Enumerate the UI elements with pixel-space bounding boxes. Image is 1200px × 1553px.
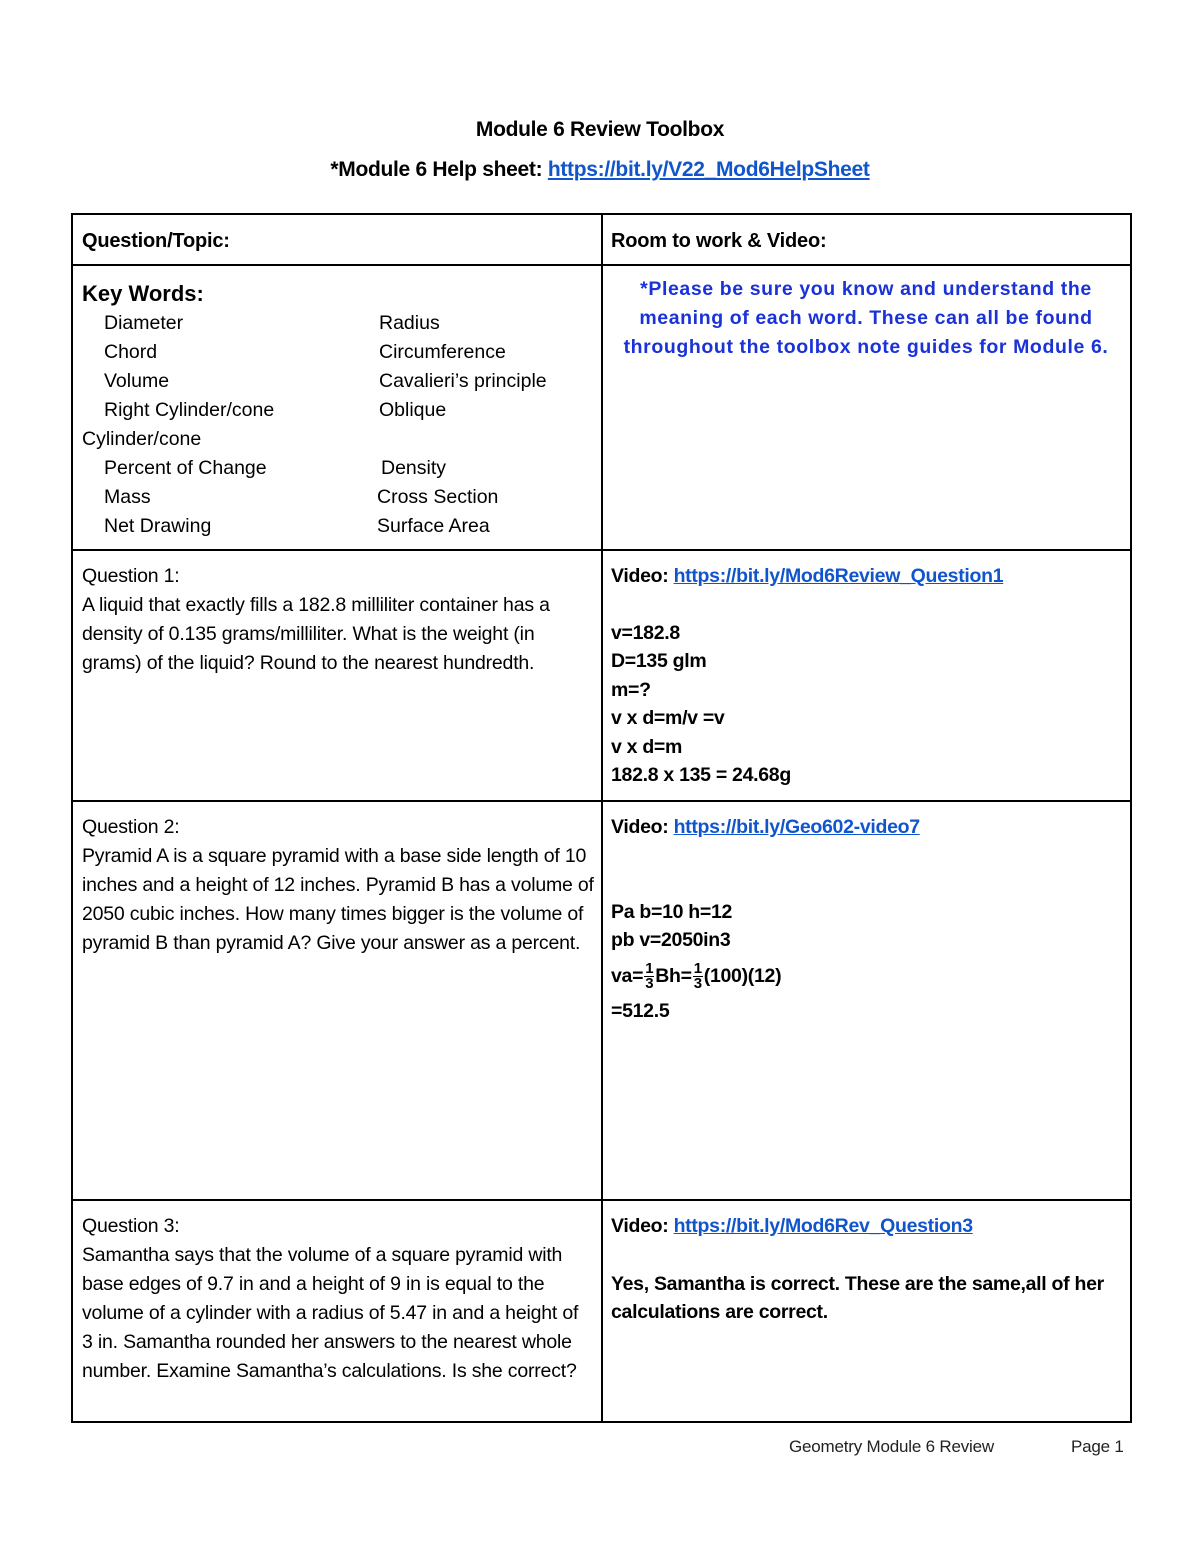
question-2-label: Question 2: <box>82 816 180 838</box>
fraction-one-third <box>644 959 654 992</box>
question-3-label: Question 3: <box>82 1215 180 1237</box>
key-word: Net Drawing <box>104 515 212 537</box>
formula-prefix: va= <box>611 964 644 987</box>
key-words-title: Key Words: <box>82 281 204 306</box>
work-line: pb v=2050in3 <box>611 929 731 951</box>
question-2-text: Pyramid A is a square pyramid with a base side length of 10 inches and a height of 12 inches. Pyramid B has a volume of 2050 cubic inches. How many times bigger is the volume of pyramid B than pyramid A? Give your answer as a percent. <box>82 845 594 954</box>
footer-page-number: Page 1 <box>1071 1437 1124 1456</box>
key-word-row <box>82 512 592 541</box>
key-word-row <box>82 396 592 425</box>
key-word: Percent of Change <box>104 457 267 479</box>
key-word: Radius <box>379 312 440 334</box>
question-1-work <box>611 562 1121 790</box>
key-word-row <box>82 454 592 483</box>
question-1-text: A liquid that exactly fills a 182.8 milliliter container has a density of 0.135 grams/milliliter. What is the weight (in grams) of the liquid? Round to the nearest hundredth. <box>82 594 550 674</box>
work-line: m=? <box>611 678 651 701</box>
footer-doc-title: Geometry Module 6 Review <box>789 1437 994 1456</box>
work-result: =512.5 <box>611 999 670 1022</box>
question-3-answer: Yes, Samantha is correct. These are the same,all of her calculations are correct. <box>611 1272 1104 1323</box>
work-line: Pa b=10 h=12 <box>611 900 733 923</box>
question-2-work <box>611 813 1121 1025</box>
key-words-note: *Please be sure you know and understand the meaning of each word. These can all be found throughout the toolbox note guides for Module 6. <box>623 278 1109 358</box>
question-2-cell <box>82 813 594 958</box>
key-word: Oblique <box>379 399 447 421</box>
question-2-video-link[interactable]: https://bit.ly/Geo602-video7 <box>673 816 920 838</box>
row-divider <box>73 549 1130 551</box>
fraction-numerator: 1 <box>645 959 654 977</box>
key-word-row <box>82 338 592 367</box>
header-room-to-work: Room to work & Video: <box>611 230 827 252</box>
help-sheet-link[interactable]: https://bit.ly/V22_Mod6HelpSheet <box>547 158 870 181</box>
question-1-video-link[interactable]: https://bit.ly/Mod6Review_Question1 <box>673 565 1004 587</box>
work-line: v x d=m/v =v <box>611 707 725 729</box>
question-1-cell <box>82 562 594 678</box>
video-label: Video: <box>611 565 674 587</box>
key-word-row <box>82 309 592 338</box>
help-sheet-line <box>0 158 1200 182</box>
key-word: Circumference <box>379 341 506 363</box>
video-label: Video: <box>611 1215 674 1237</box>
work-line: D=135 glm <box>611 650 707 672</box>
key-word: Chord <box>104 341 158 363</box>
fraction-denominator: 3 <box>645 974 654 992</box>
fraction-denominator: 3 <box>693 974 702 992</box>
work-line: 182.8 x 135 = 24.68g <box>611 764 791 786</box>
help-sheet-label: *Module 6 Help sheet: <box>330 158 548 181</box>
key-word-row <box>82 425 592 454</box>
video-label: Video: <box>611 816 674 838</box>
column-divider <box>601 215 603 1421</box>
key-word: Surface Area <box>377 515 490 537</box>
question-3-video-link[interactable]: https://bit.ly/Mod6Rev_Question3 <box>673 1215 973 1237</box>
formula-suffix: (100)(12) <box>703 964 782 987</box>
key-word: Density <box>381 457 447 479</box>
question-1-video-line <box>611 562 1121 591</box>
key-word: Diameter <box>104 312 184 334</box>
key-word: Volume <box>104 370 170 392</box>
review-table <box>71 213 1132 1423</box>
page-title: Module 6 Review Toolbox <box>475 118 725 141</box>
work-line: v=182.8 <box>611 621 680 644</box>
question-3-text: Samantha says that the volume of a square pyramid with base edges of 9.7 in and a height of 9 in is equal to the volume of a cylinder with a radius of 5.47 in and a height of 3 in. Samantha rounded her answers to the nearest whole number. Examine Samantha’s calculations. Is she correct? <box>82 1244 579 1382</box>
header-question-topic: Question/Topic: <box>82 230 230 252</box>
key-word: Cylinder/cone <box>82 428 202 450</box>
volume-formula <box>611 955 1121 997</box>
key-word: Right Cylinder/cone <box>104 399 275 421</box>
row-divider <box>73 1199 1130 1201</box>
question-2-video-line <box>611 813 1121 842</box>
key-word: Cavalieri’s principle <box>379 370 547 392</box>
key-word-row <box>82 483 592 512</box>
row-divider <box>73 264 1130 266</box>
formula-mid: Bh= <box>655 964 692 987</box>
question-3-cell <box>82 1212 594 1386</box>
key-words-cell <box>82 281 592 541</box>
question-3-video-line <box>611 1212 1121 1241</box>
key-word: Mass <box>104 486 151 508</box>
fraction-one-third <box>693 959 703 992</box>
work-line: v x d=m <box>611 735 683 758</box>
key-word: Cross Section <box>377 486 499 508</box>
key-word-row <box>82 367 592 396</box>
row-divider <box>73 800 1130 802</box>
question-3-work <box>611 1212 1121 1327</box>
question-1-label: Question 1: <box>82 565 180 587</box>
fraction-numerator: 1 <box>693 959 702 977</box>
